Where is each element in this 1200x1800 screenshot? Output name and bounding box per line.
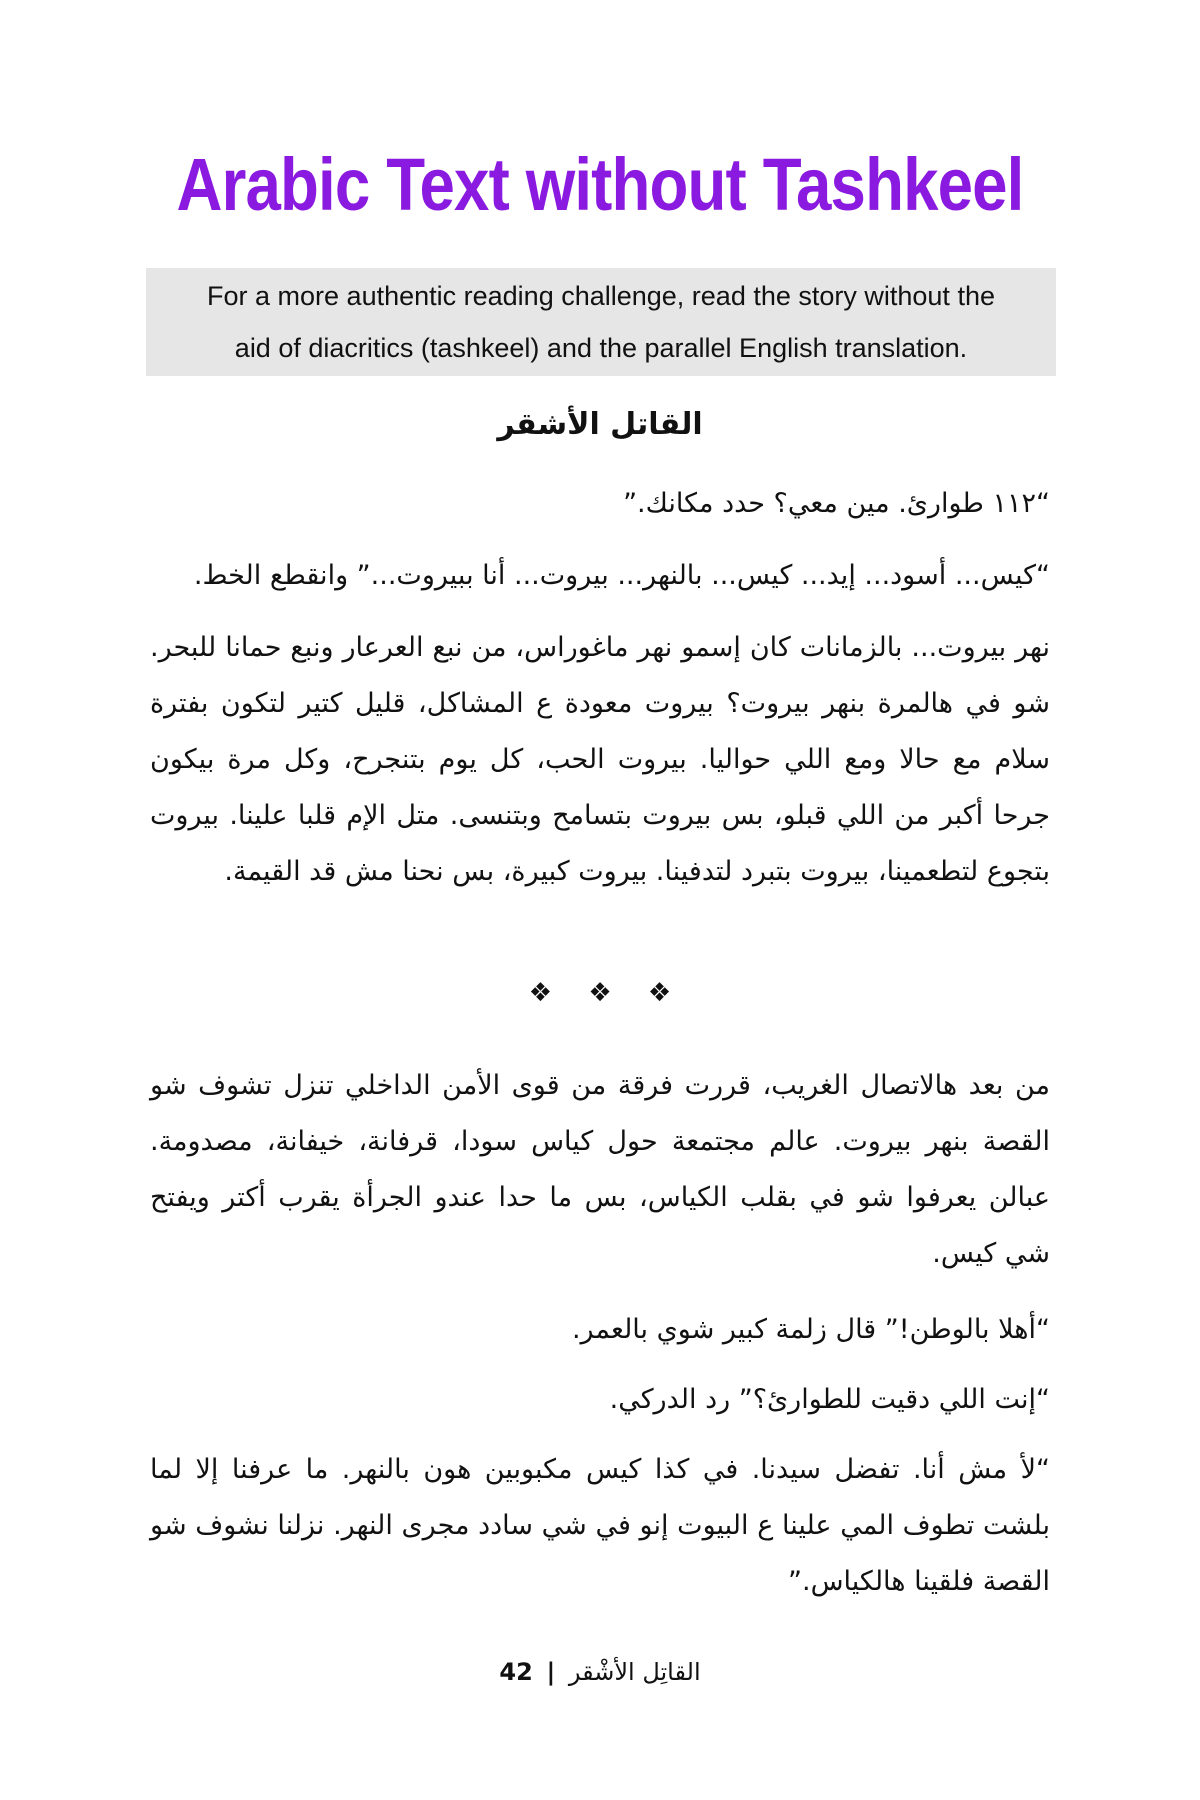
section-separator	[0, 978, 1200, 1008]
intro-line: For a more authentic reading challenge, read the story without the	[207, 281, 995, 311]
intro-box	[146, 268, 1056, 376]
paragraph: “أهلا بالوطن!” قال زلمة كبير شوي بالعمر.	[571, 1314, 1050, 1345]
paragraph: “لأ مش أنا. تفضل سيدنا. في كذا كيس مكبوبين هون بالنهر. ما عرفنا إلا لما بلشت تطوف المي علينا ع البيوت إنو في شي سادد مجرى النهر. نزلنا نشوف شو القصة فلقينا هالكياس.”	[150, 1454, 1050, 1597]
paragraph: من بعد هالاتصال الغريب، قررت فرقة من قوى الأمن الداخلي تنزل تشوف شو القصة بنهر بيروت. عالم مجتمعة حول كياس سودا، قرفانة، خيفانة، مصدومة. عبالن يعرفوا شو في بقلب الكياس، بس ما حدا عندو الجرأة يقرب أكتر ويفتح شي كيس.	[150, 1070, 1050, 1269]
paragraph: “١١٢ طوارئ. مين معي؟ حدد مكانك.”	[623, 488, 1050, 519]
ornament-icon: ❖	[528, 978, 553, 1008]
footer-divider: |	[546, 1658, 556, 1686]
footer-book-title: القاتِل الأشْقر	[568, 1658, 701, 1686]
page-title: Arabic Text without Tashkeel	[176, 143, 1024, 226]
ornament-icon: ❖	[588, 978, 612, 1008]
page-footer	[0, 1652, 1200, 1692]
ornament-icon: ❖	[647, 978, 672, 1008]
paragraph: “إنت اللي دقيت للطوارئ؟” رد الدركي.	[609, 1384, 1050, 1415]
paragraph: نهر بيروت... بالزمانات كان إسمو نهر ماغوراس، من نبع العرعار ونبع حمانا للبحر. شو في هالمرة بنهر بيروت؟ بيروت معودة ع المشاكل، قليل كتير لتكون بفترة سلام مع حالا ومع اللي حواليا. بيروت الحب، كل يوم بتنجرح، وكل مرة بيكون جرحا أكبر من اللي قبلو، بس بيروت بتسامح وبتنسى. متل الإم قلبا علينا. بيروت بتجوع لتطعمينا، بيروت بتبرد لتدفينا. بيروت كبيرة، بس نحنا مش قد القيمة.	[150, 632, 1050, 887]
paragraph: “كيس... أسود... إيد... كيس... بالنهر... بيروت... أنا ببيروت...” وانقطع الخط.	[193, 560, 1050, 591]
intro-line: aid of diacritics (tashkeel) and the parallel English translation.	[234, 333, 968, 363]
story-title: القاتل الأشقر	[497, 407, 703, 442]
page-number: 42	[499, 1658, 533, 1686]
